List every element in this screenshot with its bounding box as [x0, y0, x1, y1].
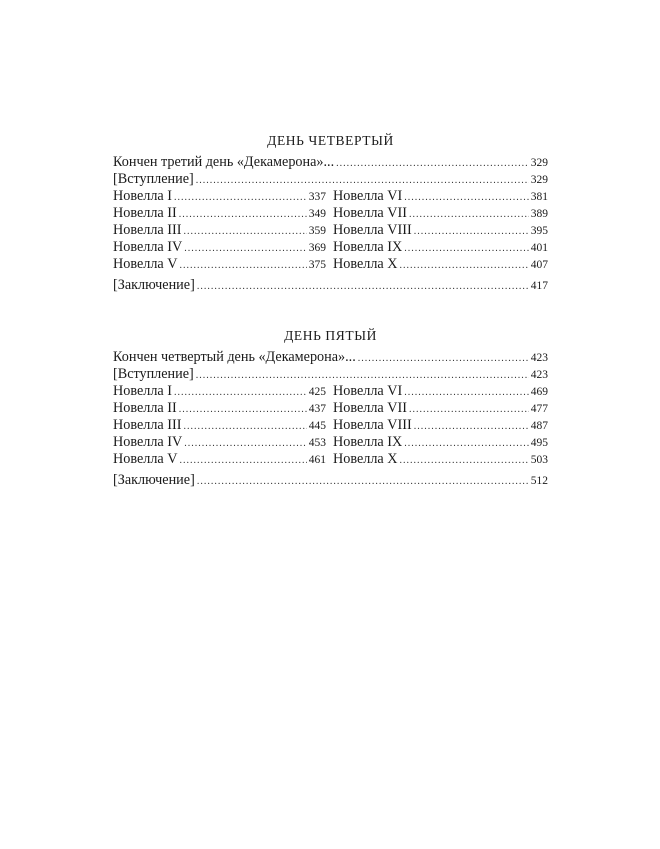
entry-page: 512	[530, 475, 548, 487]
toc-entry-novella[interactable]	[333, 434, 548, 451]
toc-section-day-four	[113, 132, 548, 294]
entry-label: Новелла V	[113, 451, 178, 467]
toc-entry-novella[interactable]	[113, 239, 326, 256]
toc-entry-novella[interactable]	[333, 451, 548, 468]
entry-page: 487	[530, 420, 548, 432]
entry-page: 389	[530, 208, 548, 220]
entry-label: Кончен третий день «Декамерона»...	[113, 154, 335, 170]
entry-label: Новелла VI	[333, 383, 403, 399]
dot-leader	[414, 418, 529, 435]
dot-leader	[179, 206, 307, 223]
entry-page: 495	[530, 437, 548, 449]
dot-leader	[404, 384, 529, 401]
toc-entry-novella[interactable]	[113, 400, 326, 417]
toc-entry-conclusion[interactable]	[113, 277, 548, 294]
toc-entry-intro[interactable]	[113, 349, 548, 366]
toc-entry-novella[interactable]	[113, 417, 326, 434]
entry-page: 401	[530, 242, 548, 254]
entry-page: 437	[308, 403, 326, 415]
dot-leader	[409, 401, 529, 418]
dot-leader	[174, 189, 307, 206]
entry-label: [Вступление]	[113, 171, 194, 187]
entry-page: 469	[530, 386, 548, 398]
dot-leader	[197, 473, 529, 490]
novella-column-left	[113, 188, 326, 273]
entry-label: Новелла IX	[333, 239, 403, 255]
entry-page: 453	[308, 437, 326, 449]
dot-leader	[358, 350, 529, 367]
dot-leader	[183, 223, 306, 240]
entry-page: 423	[530, 369, 548, 381]
dot-leader	[184, 240, 307, 257]
toc-section-day-five	[113, 327, 548, 489]
entry-page: 477	[530, 403, 548, 415]
section-heading: ДЕНЬ ПЯТЫЙ	[284, 328, 377, 343]
toc-entry-novella[interactable]	[113, 256, 326, 273]
entry-page: 461	[308, 454, 326, 466]
dot-leader	[404, 240, 529, 257]
novella-column-left	[113, 383, 326, 468]
novella-columns	[113, 188, 548, 273]
entry-page: 349	[308, 208, 326, 220]
entry-label: Новелла IV	[113, 239, 183, 255]
toc-entry-novella[interactable]	[333, 383, 548, 400]
dot-leader	[400, 257, 529, 274]
entry-page: 375	[308, 259, 326, 271]
toc-entry-novella[interactable]	[333, 188, 548, 205]
entry-page: 359	[308, 225, 326, 237]
toc-entry-novella[interactable]	[333, 205, 548, 222]
toc-entry-conclusion[interactable]	[113, 472, 548, 489]
entry-label: Новелла III	[113, 417, 182, 433]
entry-page: 425	[308, 386, 326, 398]
toc-entry-novella[interactable]	[113, 188, 326, 205]
entry-label: Новелла VII	[333, 400, 407, 416]
entry-page: 381	[530, 191, 548, 203]
section-heading: ДЕНЬ ЧЕТВЕРТЫЙ	[267, 133, 394, 148]
toc-entry-novella[interactable]	[333, 417, 548, 434]
dot-leader	[400, 452, 529, 469]
entry-label: Кончен четвертый день «Декамерона»...	[113, 349, 356, 365]
toc-entry-novella[interactable]	[333, 256, 548, 273]
dot-leader	[336, 155, 529, 172]
entry-label: Новелла I	[113, 188, 172, 204]
dot-leader	[404, 435, 529, 452]
dot-leader	[196, 172, 529, 189]
entry-label: Новелла X	[333, 256, 398, 272]
dot-leader	[183, 418, 306, 435]
entry-page: 369	[308, 242, 326, 254]
entry-label: Новелла VII	[333, 205, 407, 221]
dot-leader	[180, 257, 307, 274]
dot-leader	[404, 189, 529, 206]
entry-label: Новелла IV	[113, 434, 183, 450]
entry-page: 395	[530, 225, 548, 237]
dot-leader	[414, 223, 529, 240]
entry-label: Новелла VIII	[333, 417, 412, 433]
dot-leader	[409, 206, 529, 223]
entry-label: Новелла IX	[333, 434, 403, 450]
entry-page: 329	[530, 174, 548, 186]
toc-entry-preface[interactable]	[113, 171, 548, 188]
entry-label: Новелла III	[113, 222, 182, 238]
dot-leader	[174, 384, 307, 401]
dot-leader	[180, 452, 307, 469]
entry-label: Новелла II	[113, 400, 177, 416]
entry-label: Новелла X	[333, 451, 398, 467]
entry-page: 445	[308, 420, 326, 432]
entry-label: Новелла V	[113, 256, 178, 272]
toc-entry-novella[interactable]	[333, 222, 548, 239]
entry-page: 337	[308, 191, 326, 203]
novella-column-right	[333, 383, 548, 468]
novella-column-right	[333, 188, 548, 273]
novella-columns	[113, 383, 548, 468]
entry-page: 503	[530, 454, 548, 466]
toc-entry-novella[interactable]	[333, 239, 548, 256]
dot-leader	[184, 435, 307, 452]
entry-label: Новелла VI	[333, 188, 403, 204]
toc-entry-intro[interactable]	[113, 154, 548, 171]
entry-label: Новелла VIII	[333, 222, 412, 238]
toc-entry-novella[interactable]	[113, 222, 326, 239]
toc-entry-novella[interactable]	[113, 451, 326, 468]
dot-leader	[179, 401, 307, 418]
entry-label: Новелла II	[113, 205, 177, 221]
entry-page: 407	[530, 259, 548, 271]
toc-entry-novella[interactable]	[113, 434, 326, 451]
entry-page: 417	[530, 280, 548, 292]
entry-page: 423	[530, 352, 548, 364]
toc-entry-novella[interactable]	[113, 205, 326, 222]
dot-leader	[197, 278, 529, 295]
toc-entry-preface[interactable]	[113, 366, 548, 383]
toc-entry-novella[interactable]	[333, 400, 548, 417]
toc-entry-novella[interactable]	[113, 383, 326, 400]
entry-label: [Вступление]	[113, 366, 194, 382]
entry-page: 329	[530, 157, 548, 169]
entry-label: Новелла I	[113, 383, 172, 399]
dot-leader	[196, 367, 529, 384]
entry-label: [Заключение]	[113, 277, 195, 293]
entry-label: [Заключение]	[113, 472, 195, 488]
